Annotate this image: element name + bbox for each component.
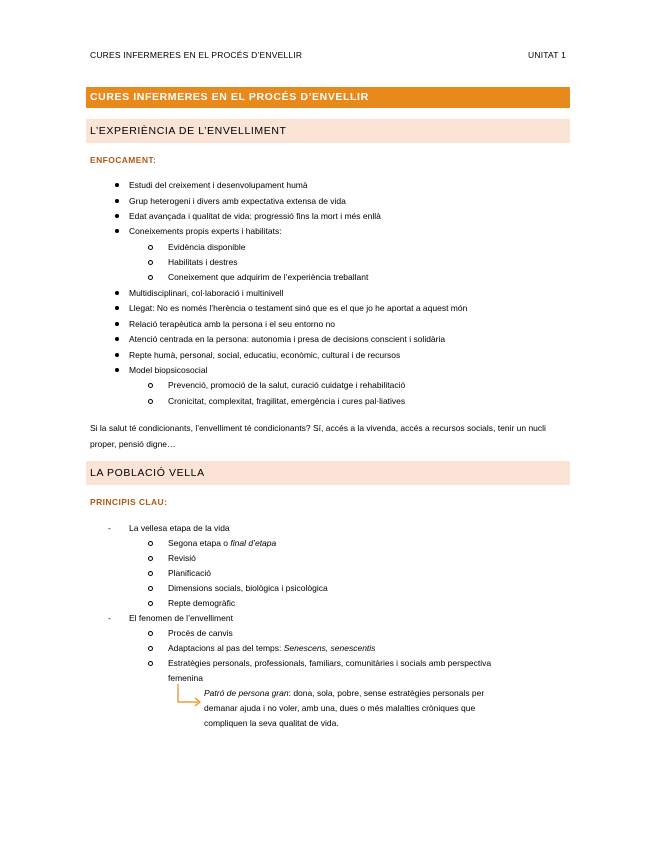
bullet-dot bbox=[115, 214, 119, 218]
sub-bullet-ring bbox=[148, 556, 153, 561]
sub-bullet-ring bbox=[148, 399, 153, 404]
list-item: Atenció centrada en la persona: autonomia i presa de decisions conscient i solidària bbox=[129, 334, 446, 344]
bullet-dot bbox=[115, 183, 119, 187]
sub-list-item: Adaptacions al pas del temps: Senescens, senescentis bbox=[168, 643, 376, 653]
subheading-enfocament: ENFOCAMENT: bbox=[90, 155, 157, 165]
sub-list-item: Prevenció, promoció de la salut, curació cuidatge i rehabilitació bbox=[168, 380, 406, 390]
subheading-principis: PRINCIPIS CLAU: bbox=[90, 497, 168, 507]
sub-bullet-ring bbox=[148, 383, 153, 388]
header-unit-label: UNITAT 1 bbox=[528, 50, 566, 60]
list-item: El fenomen de l’envelliment bbox=[129, 613, 233, 623]
paragraph-condicionants: Si la salut té condicionants, l’envelliment té condicionants? Sí, accés a la vivenda, accés a recursos socials, tenir un nucli proper, pensió digne… bbox=[90, 423, 546, 449]
section-heading-experiencia: L’EXPERIÈNCIA DE L’ENVELLIMENT bbox=[86, 119, 570, 143]
dash-marker: - bbox=[108, 613, 111, 623]
sub-list-item: Revisió bbox=[168, 553, 196, 563]
sub-list-item: Estratègies personals, professionals, familiars, comunitàries i socials amb perspectiva bbox=[168, 658, 492, 668]
section-heading-poblacio: LA POBLACIÓ VELLA bbox=[86, 461, 570, 485]
sub-bullet-ring bbox=[148, 601, 153, 606]
sub-list-item-continuation: femenina bbox=[168, 673, 203, 683]
note-line: compliquen la seva qualitat de vida. bbox=[204, 718, 339, 728]
header-document-title: CURES INFERMERES EN EL PROCÉS D’ENVELLIR bbox=[90, 50, 303, 60]
list-item: Grup heterogeni i divers amb expectativa extensa de vida bbox=[129, 196, 346, 206]
sub-list-item: Dimensions socials, biològica i psicològica bbox=[168, 583, 328, 593]
sub-list-item: Coneixement que adquirim de l’experiència treballant bbox=[168, 272, 369, 282]
list-item: Multidisciplinari, col·laboració i multinivell bbox=[129, 288, 284, 298]
arrow-right-icon bbox=[176, 684, 204, 706]
sub-list-item: Repte demogràfic bbox=[168, 598, 236, 608]
sub-bullet-ring bbox=[148, 571, 153, 576]
list-item: Llegat: No es només l’herència o testament sinó que es el que jo he aportat a aquest món bbox=[129, 303, 468, 313]
sub-bullet-ring bbox=[148, 541, 153, 546]
sub-bullet-ring bbox=[148, 275, 153, 280]
list-item: Repte humà, personal, social, educatiu, econòmic, cultural i de recursos bbox=[129, 350, 401, 360]
note-line: demanar ajuda i no voler, amb una, dues o més malalties cròniques que bbox=[204, 703, 476, 713]
list-item: La vellesa etapa de la vida bbox=[129, 523, 230, 533]
sub-bullet-ring bbox=[148, 245, 153, 250]
list-item: Model biopsicosocial bbox=[129, 365, 208, 375]
list-item: Coneixements propis experts i habilitats: bbox=[129, 226, 282, 236]
sub-list-item: Cronicitat, complexitat, fragilitat, emergència i cures pal·liatives bbox=[168, 396, 406, 406]
sub-bullet-ring bbox=[148, 586, 153, 591]
bullet-dot bbox=[115, 199, 119, 203]
bullet-dot bbox=[115, 291, 119, 295]
sub-bullet-ring bbox=[148, 646, 153, 651]
document-title-bar: CURES INFERMERES EN EL PROCÉS D’ENVELLIR bbox=[86, 87, 570, 108]
bullet-dot bbox=[115, 322, 119, 326]
list-item: Edat avançada i qualitat de vida: progressió fins la mort i més enllà bbox=[129, 211, 381, 221]
bullet-dot bbox=[115, 337, 119, 341]
sub-list-item: Procés de canvis bbox=[168, 628, 233, 638]
dash-marker: - bbox=[108, 523, 111, 533]
sub-bullet-ring bbox=[148, 661, 153, 666]
bullet-dot bbox=[115, 229, 119, 233]
bullet-dot bbox=[115, 306, 119, 310]
page-header bbox=[90, 50, 566, 64]
sub-list-item: Habilitats i destres bbox=[168, 257, 238, 267]
sub-bullet-ring bbox=[148, 631, 153, 636]
sub-list-item: Evidència disponible bbox=[168, 242, 246, 252]
bullet-dot bbox=[115, 368, 119, 372]
bullet-dot bbox=[115, 353, 119, 357]
note-line: Patró de persona gran: dona, sola, pobre, sense estratègies personals per bbox=[204, 688, 485, 698]
sub-bullet-ring bbox=[148, 260, 153, 265]
list-item: Relació terapèutica amb la persona i el seu entorno no bbox=[129, 319, 336, 329]
sub-list-item: Segona etapa o final d’etapa bbox=[168, 538, 277, 548]
sub-list-item: Planificació bbox=[168, 568, 211, 578]
list-item: Estudi del creixement i desenvolupament humà bbox=[129, 180, 308, 190]
